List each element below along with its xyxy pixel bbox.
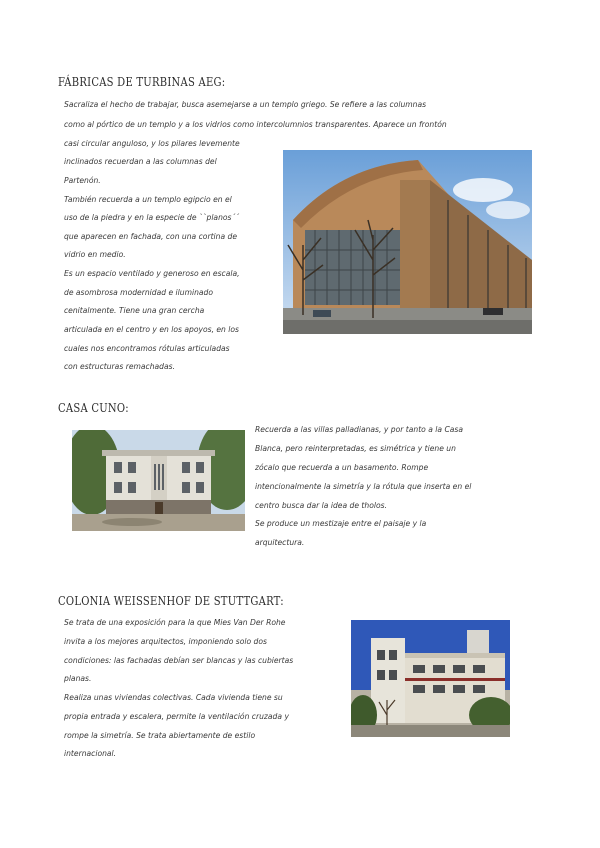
weissenhof-photo (351, 620, 510, 737)
text-line: Blanca, pero reinterpretadas, es simétrica y tiene un (255, 444, 456, 453)
text-line: Es un espacio ventilado y generoso en escala, (64, 269, 240, 278)
text-line: centro busca dar la idea de tholos. (255, 501, 387, 510)
text-line: intencionalmente la simetría y la rótula que inserta en el (255, 482, 472, 491)
text-line: Recuerda a las villas palladianas, y por tanto a la Casa (255, 425, 464, 434)
aeg-factory-photo (283, 150, 532, 334)
text-line: condiciones: las fachadas debían ser blancas y las cubiertas (64, 656, 294, 665)
text-line: Se produce un mestizaje entre el paisaje y la (255, 519, 427, 528)
text-line: de asombrosa modernidad e iluminado (64, 288, 214, 297)
text-line: internacional. (64, 749, 117, 758)
text-line: casi circular anguloso, y los pilares levemente (64, 139, 240, 148)
text-line: zócalo que recuerda a un basamento. Rompe (255, 463, 429, 472)
text-line: articulada en el centro y en los apoyos, en los (64, 325, 240, 334)
text-line: Partenón. (64, 176, 101, 185)
text-line: rompe la simetría. Se trata abiertamente de estilo (64, 731, 256, 740)
text-line: invita a los mejores arquitectos, imponiendo solo dos (64, 637, 267, 646)
text-line: con estructuras remachadas. (64, 362, 176, 371)
text-line: vidrio en medio. (64, 250, 126, 259)
text-line: propia entrada y escalera, permite la ventilación cruzada y (64, 712, 289, 721)
text-line: Se trata de una exposición para la que Mies Van Der Rohe (64, 618, 286, 627)
text-line: cenitalmente. Tiene una gran cercha (64, 306, 205, 315)
section-title-weissenhof: COLONIA WEISSENHOF DE STUTTGART: (58, 593, 284, 608)
text-line: cuales nos encontramos rótulas articuladas (64, 344, 230, 353)
text-line: que aparecen en fachada, con una cortina de (64, 232, 238, 241)
text-line: Realiza unas viviendas colectivas. Cada vivienda tiene su (64, 693, 283, 702)
text-line: arquitectura. (255, 538, 305, 547)
section-title-cuno: CASA CUNO: (58, 400, 129, 415)
section-title-aeg: FÁBRICAS DE TURBINAS AEG: (58, 74, 226, 89)
casa-cuno-photo (72, 430, 245, 531)
text-line: También recuerda a un templo egipcio en el (64, 195, 232, 204)
text-line: como al pórtico de un templo y a los vidrios como intercolumnios transparentes. Aparece un frontón (64, 120, 447, 129)
text-line: inclinados recuerdan a las columnas del (64, 157, 217, 166)
text-line: Sacraliza el hecho de trabajar, busca asemejarse a un templo griego. Se refiere a las columnas (64, 100, 427, 109)
text-line: uso de la piedra y en la especie de ``planos´´ (64, 213, 240, 222)
text-line: planas. (64, 674, 92, 683)
